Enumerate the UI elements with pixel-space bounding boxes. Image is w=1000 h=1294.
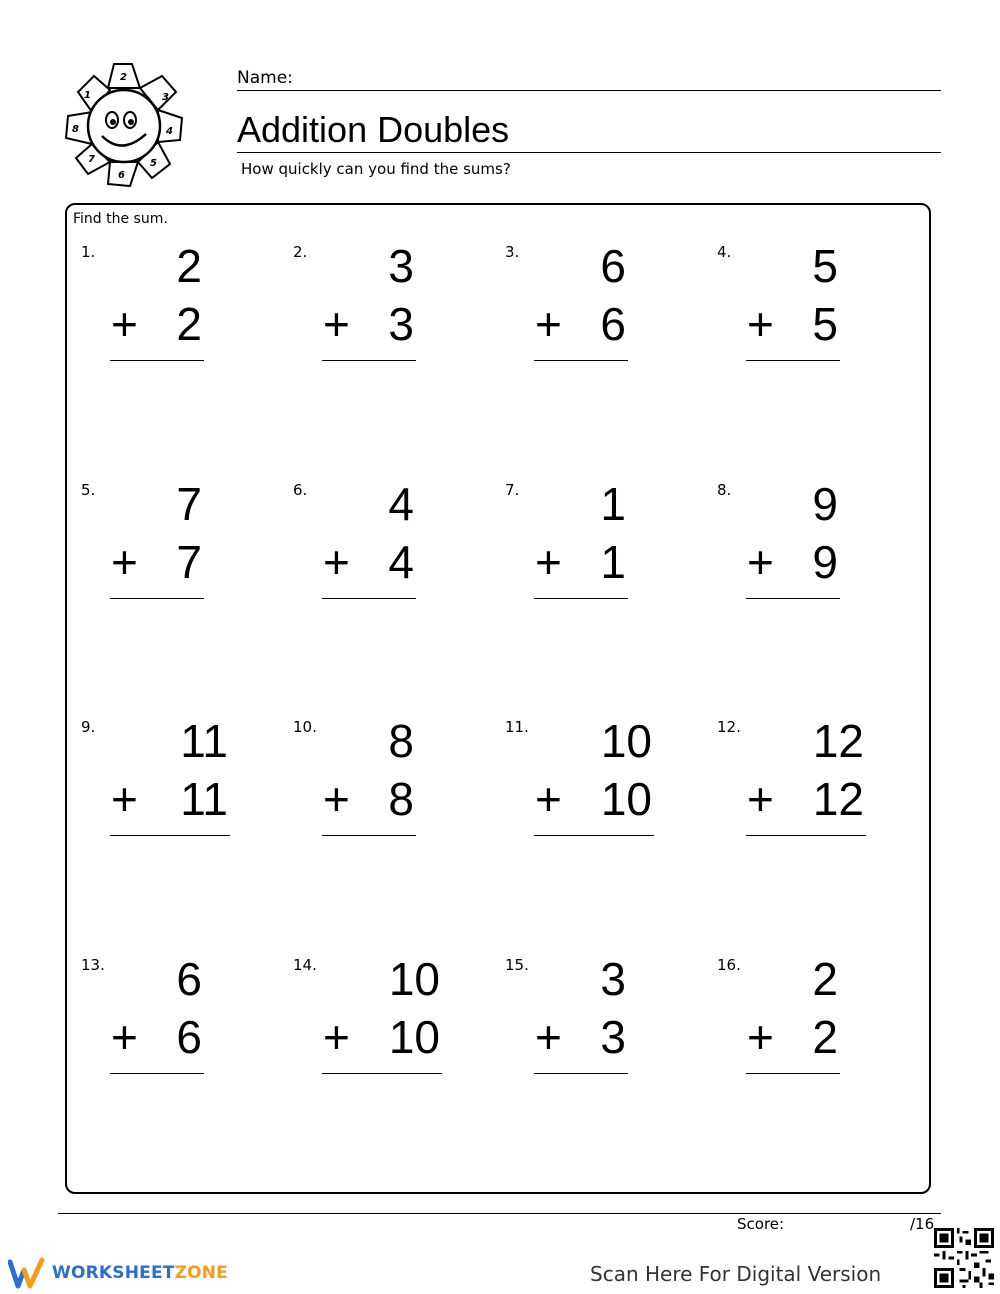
answer-line [110, 360, 204, 361]
plus-sign: + [323, 1011, 350, 1063]
problem-addend-bottom: 9 [812, 536, 838, 588]
plus-sign: + [535, 1011, 562, 1063]
answer-line [110, 835, 230, 836]
problem-number: 6. [293, 481, 308, 499]
problem-addend-bottom: 11 [180, 773, 228, 825]
problem-number: 2. [293, 243, 308, 261]
problem-addend-top: 9 [812, 478, 838, 530]
plus-sign: + [111, 1011, 138, 1063]
instruction-text: Find the sum. [73, 211, 168, 227]
score-label: Score: [737, 1215, 785, 1233]
problem-item [81, 478, 281, 621]
plus-sign: + [535, 773, 562, 825]
problem-addend-bottom: 8 [388, 773, 414, 825]
problem-addend-bottom: 4 [388, 536, 414, 588]
answer-line [534, 835, 654, 836]
problem-addend-top: 2 [812, 953, 838, 1005]
qr-code-icon[interactable] [934, 1228, 994, 1288]
smiling-sun-logo [58, 58, 190, 190]
problem-item [293, 953, 493, 1096]
answer-line [746, 360, 840, 361]
answer-line [746, 1073, 840, 1074]
problem-item [293, 240, 493, 383]
name-label: Name: [237, 68, 293, 88]
petal-number: 2 [120, 72, 127, 83]
answer-line [534, 598, 628, 599]
problem-item [81, 240, 281, 383]
title-row [237, 108, 941, 153]
plus-sign: + [747, 536, 774, 588]
problem-item [81, 953, 281, 1096]
brand-name-part2: ZONE [174, 1263, 228, 1283]
plus-sign: + [747, 773, 774, 825]
answer-line [322, 598, 416, 599]
answer-line [322, 360, 416, 361]
problem-number: 7. [505, 481, 520, 499]
answer-line [110, 598, 204, 599]
plus-sign: + [747, 1011, 774, 1063]
problem-addend-bottom: 3 [388, 298, 414, 350]
problem-number: 16. [717, 956, 741, 974]
problem-addend-bottom: 10 [600, 773, 652, 825]
problem-addend-bottom: 2 [176, 298, 202, 350]
problem-item [717, 715, 917, 858]
answer-line [322, 1073, 442, 1074]
problem-addend-bottom: 6 [600, 298, 626, 350]
problem-addend-top: 11 [180, 715, 228, 767]
scan-text: Scan Here For Digital Version [590, 1262, 882, 1286]
brand-name-part1: WORKSHEET [52, 1263, 175, 1283]
problem-addend-top: 1 [600, 478, 626, 530]
plus-sign: + [323, 298, 350, 350]
plus-sign: + [111, 536, 138, 588]
problem-item [717, 478, 917, 621]
answer-line [322, 835, 416, 836]
problem-addend-top: 3 [600, 953, 626, 1005]
problem-item [293, 478, 493, 621]
worksheet-zone-logo-icon [8, 1256, 48, 1290]
problem-number: 11. [505, 718, 529, 736]
problem-number: 15. [505, 956, 529, 974]
name-field[interactable] [237, 68, 941, 91]
problem-number: 3. [505, 243, 520, 261]
problem-addend-top: 6 [600, 240, 626, 292]
petal-number: 7 [88, 154, 95, 165]
answer-line [746, 835, 866, 836]
petal-number: 4 [166, 126, 173, 137]
problem-addend-top: 5 [812, 240, 838, 292]
petal-number: 3 [162, 92, 169, 103]
problem-addend-top: 4 [388, 478, 414, 530]
problem-item [505, 715, 705, 858]
petal-number: 8 [72, 124, 79, 135]
page-title: Addition Doubles [237, 109, 510, 150]
problem-number: 4. [717, 243, 732, 261]
problem-addend-top: 8 [388, 715, 414, 767]
problem-addend-top: 10 [600, 715, 652, 767]
plus-sign: + [535, 536, 562, 588]
brand-logo[interactable] [8, 1256, 228, 1290]
answer-line [746, 598, 840, 599]
answer-line [110, 1073, 204, 1074]
problem-item [293, 715, 493, 858]
problem-addend-bottom: 12 [812, 773, 864, 825]
plus-sign: + [323, 536, 350, 588]
problem-addend-bottom: 2 [812, 1011, 838, 1063]
problem-addend-top: 2 [176, 240, 202, 292]
problem-addend-bottom: 10 [388, 1011, 440, 1063]
problem-number: 8. [717, 481, 732, 499]
problem-item [505, 953, 705, 1096]
petal-number: 5 [150, 158, 157, 169]
problem-addend-bottom: 3 [600, 1011, 626, 1063]
answer-line [534, 360, 628, 361]
problem-item [717, 240, 917, 383]
answer-line [534, 1073, 628, 1074]
problem-item [505, 240, 705, 383]
problem-addend-top: 3 [388, 240, 414, 292]
problem-number: 14. [293, 956, 317, 974]
plus-sign: + [111, 298, 138, 350]
problem-number: 5. [81, 481, 96, 499]
problem-item [81, 715, 281, 858]
problem-addend-top: 12 [812, 715, 864, 767]
plus-sign: + [111, 773, 138, 825]
problem-number: 12. [717, 718, 741, 736]
problem-addend-top: 10 [388, 953, 440, 1005]
brand-name [52, 1263, 228, 1283]
problem-addend-bottom: 6 [176, 1011, 202, 1063]
problem-addend-top: 7 [176, 478, 202, 530]
petal-number: 1 [84, 90, 91, 101]
score-total: /16 [910, 1215, 935, 1233]
plus-sign: + [535, 298, 562, 350]
page-subtitle: How quickly can you find the sums? [241, 160, 511, 178]
plus-sign: + [747, 298, 774, 350]
problem-number: 9. [81, 718, 96, 736]
footer-divider [58, 1213, 941, 1214]
petal-number: 6 [118, 170, 125, 181]
problem-number: 13. [81, 956, 105, 974]
problem-item [717, 953, 917, 1096]
plus-sign: + [323, 773, 350, 825]
problem-item [505, 478, 705, 621]
problem-number: 10. [293, 718, 317, 736]
problem-number: 1. [81, 243, 96, 261]
problem-addend-top: 6 [176, 953, 202, 1005]
problem-addend-bottom: 1 [600, 536, 626, 588]
problem-addend-bottom: 5 [812, 298, 838, 350]
problem-addend-bottom: 7 [176, 536, 202, 588]
